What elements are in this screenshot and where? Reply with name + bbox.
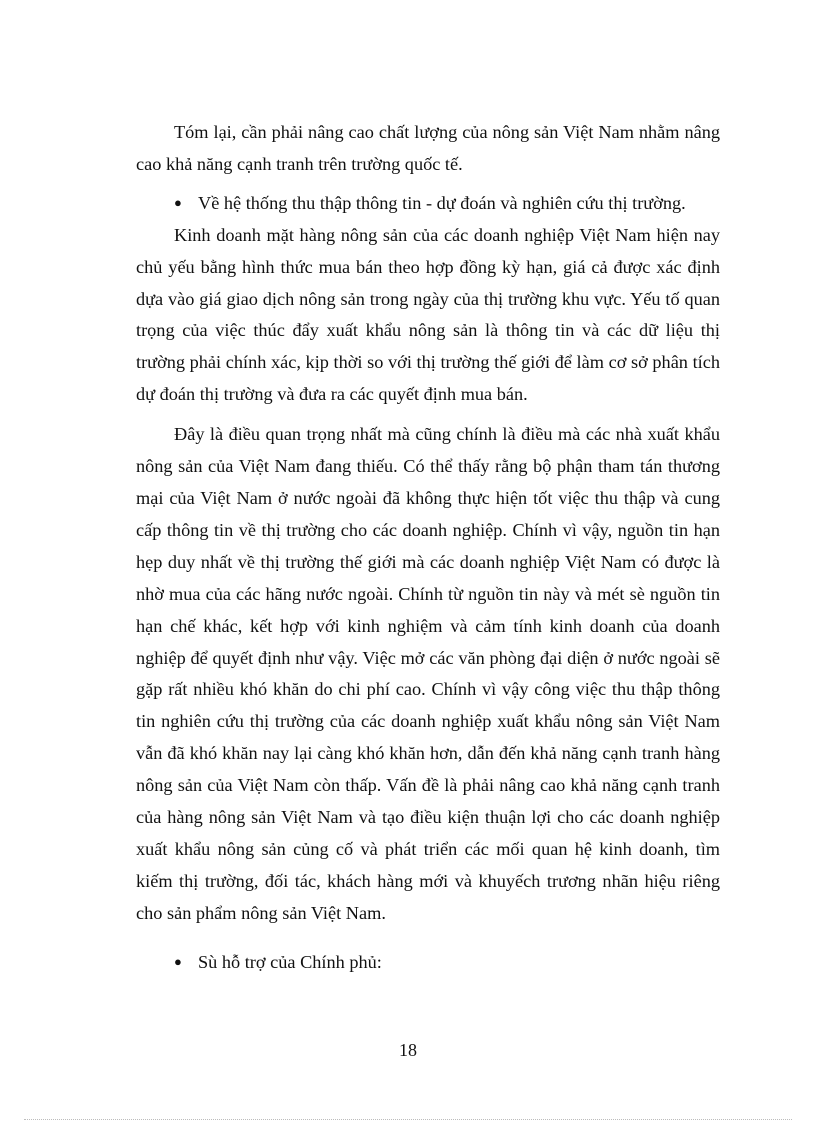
page-number: 18 [399, 1040, 417, 1060]
paragraph-trading-practice: Kinh doanh mặt hàng nông sản của các doanh nghiệp Việt Nam hiện nay chủ yếu bằng hình thức mua bán theo hợp đồng kỳ hạn, giá cả được xác định dựa vào giá giao dịch nông sản trong ngày của thị trường khu vực. Yếu tố quan trọng của việc thúc đẩy xuất khẩu nông sản là thông tin và các dữ liệu thị trường phải chính xác, kịp thời so với thị trường thế giới để làm cơ sở phân tích dự đoán thị trường và đưa ra các quyết định mua bán. [136, 224, 720, 405]
page-bottom-divider [24, 1119, 792, 1120]
bullet-text: Sù hỗ trợ của Chính phủ: [198, 951, 382, 972]
bullet-icon: ● [174, 194, 182, 210]
bullet-item-market-information [136, 187, 720, 220]
bullet-item-government-support [136, 946, 720, 979]
bullet-icon: ● [174, 953, 182, 969]
page-body [136, 117, 720, 979]
paragraph-information-gap: Đây là điều quan trọng nhất mà cũng chính là điều mà các nhà xuất khẩu nông sản của Việt Nam đang thiếu. Có thể thấy rằng bộ phận tham tán thương mại của Việt Nam ở nước ngoài đã không thực hiện tốt việc thu thập và cung cấp thông tin về thị trường cho các doanh nghiệp. Chính vì vậy, nguồn tin hạn hẹp duy nhất về thị trường thế giới mà các doanh nghiệp Việt Nam có được là nhờ mua của các hãng nước ngoài. Chính từ nguồn tin này và mét sè nguồn tin hạn chế khác, kết hợp với kinh nghiệm và cảm tính kinh doanh của doanh nghiệp để quyết định như vậy. Việc mở các văn phòng đại diện ở nước ngoài sẽ gặp rất nhiều khó khăn do chi phí cao. Chính vì vậy công việc thu thập thông tin nghiên cứu thị trường của các doanh nghiệp xuất khẩu nông sản Việt Nam vẫn đã khó khăn nay lại càng khó khăn hơn, dẫn đến khả năng cạnh tranh hàng nông sản của Việt Nam còn thấp. Vấn đề là phải nâng cao khả năng cạnh tranh của hàng nông sản Việt Nam và tạo điều kiện thuận lợi cho các doanh nghiệp xuất khẩu nông sản củng cố và phát triển các mối quan hệ kinh doanh, tìm kiếm thị trường, đối tác, khách hàng mới và khuyếch trương nhãn hiệu riêng cho sản phẩm nông sản Việt Nam. [136, 424, 720, 923]
paragraph-conclusion: Tóm lại, cần phải nâng cao chất lượng của nông sản Việt Nam nhằm nâng cao khả năng cạnh tranh trên trường quốc tế. [136, 122, 720, 174]
bullet-text: Về hệ thống thu thập thông tin - dự đoán và nghiên cứu thị trường. [198, 192, 686, 213]
